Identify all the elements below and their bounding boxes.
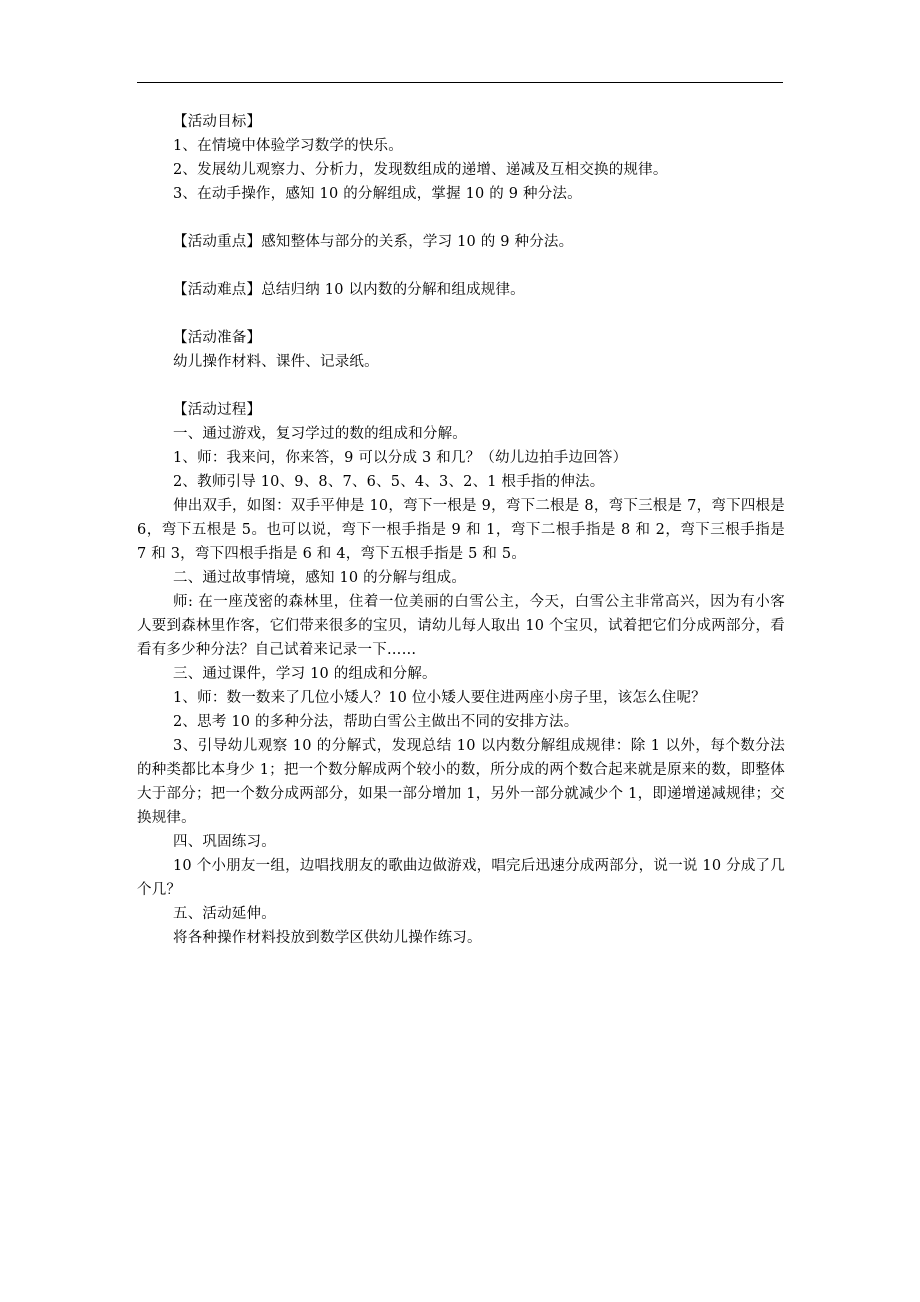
section-4-title: 四、巩固练习。 [173,834,276,850]
section-1-item-2: 2、教师引导 10、9、8、7、6、5、4、3、2、1 根手指的伸法。 [173,474,605,490]
spacer [173,206,785,230]
section-1-paragraph: 伸出双手，如图：双手平伸是 10，弯下一根是 9，弯下二根是 8，弯下三根是 7，弯下四根是 6，弯下五根是 5。也可以说，弯下一根手指是 9 和 1，弯下二根手指是 8 和 2，弯下三根手指是 7 和 3，弯下四根手指是 6 和 4，弯下五根手指是 5 和 5。 [137,498,785,562]
document-body [137,110,785,950]
section-3-item-3: 3、引导幼儿观察 10 的分解式，发现总结 10 以内数分解组成规律：除 1 以外，每个数分法的种类都比本身少 1；把一个数分解成两个较小的数，所分成的两个数合起来就是原来的数，即整体大于部分；把一个数分成两部分，如果一部分增加 1，另外一部分就减少个 1，即递增递减规律；交换规律。 [137,738,785,826]
goals-heading: 【活动目标】 [173,114,262,130]
preparation-text: 幼儿操作材料、课件、记录纸。 [173,354,379,370]
section-5-title: 五、活动延伸。 [173,906,276,922]
header-rule [137,82,783,83]
spacer [173,302,785,326]
spacer [173,374,785,398]
goal-item-2: 2、发展幼儿观察力、分析力，发现数组成的递增、递减及互相交换的规律。 [173,162,668,178]
section-1-title: 一、通过游戏，复习学过的数的组成和分解。 [173,426,467,442]
section-2-title: 二、通过故事情境，感知 10 的分解与组成。 [173,570,467,586]
process-heading: 【活动过程】 [173,402,262,418]
section-4-paragraph: 10 个小朋友一组，边唱找朋友的歌曲边做游戏，唱完后迅速分成两部分，说一说 10 分成了几个几？ [137,858,785,898]
goal-item-1: 1、在情境中体验学习数学的快乐。 [173,138,403,154]
section-1-item-1: 1、师：我来问，你来答，9 可以分成 3 和几？（幼儿边拍手边回答） [173,450,628,466]
section-3-item-2: 2、思考 10 的多种分法，帮助白雪公主做出不同的安排方法。 [173,714,579,730]
spacer [173,254,785,278]
section-3-title: 三、通过课件，学习 10 的组成和分解。 [173,666,437,682]
preparation-heading: 【活动准备】 [173,330,262,346]
goal-item-3: 3、在动手操作，感知 10 的分解组成，掌握 10 的 9 种分法。 [173,186,582,202]
section-5-paragraph: 将各种操作材料投放到数学区供幼儿操作练习。 [173,930,482,946]
section-3-item-1: 1、师：数一数来了几位小矮人？10 位小矮人要住进两座小房子里，该怎么住呢？ [173,690,706,706]
difficulty: 【活动难点】总结归纳 10 以内数的分解和组成规律。 [173,282,525,298]
section-2-paragraph: 师: 在一座茂密的森林里，住着一位美丽的白雪公主，今天，白雪公主非常高兴，因为有小客人要到森林里作客，它们带来很多的宝贝，请幼儿每人取出 10 个宝贝，试着把它们分成两部分，看看有多少种分法？自己试着来记录一下…… [137,594,785,658]
key-point: 【活动重点】感知整体与部分的关系，学习 10 的 9 种分法。 [173,234,574,250]
